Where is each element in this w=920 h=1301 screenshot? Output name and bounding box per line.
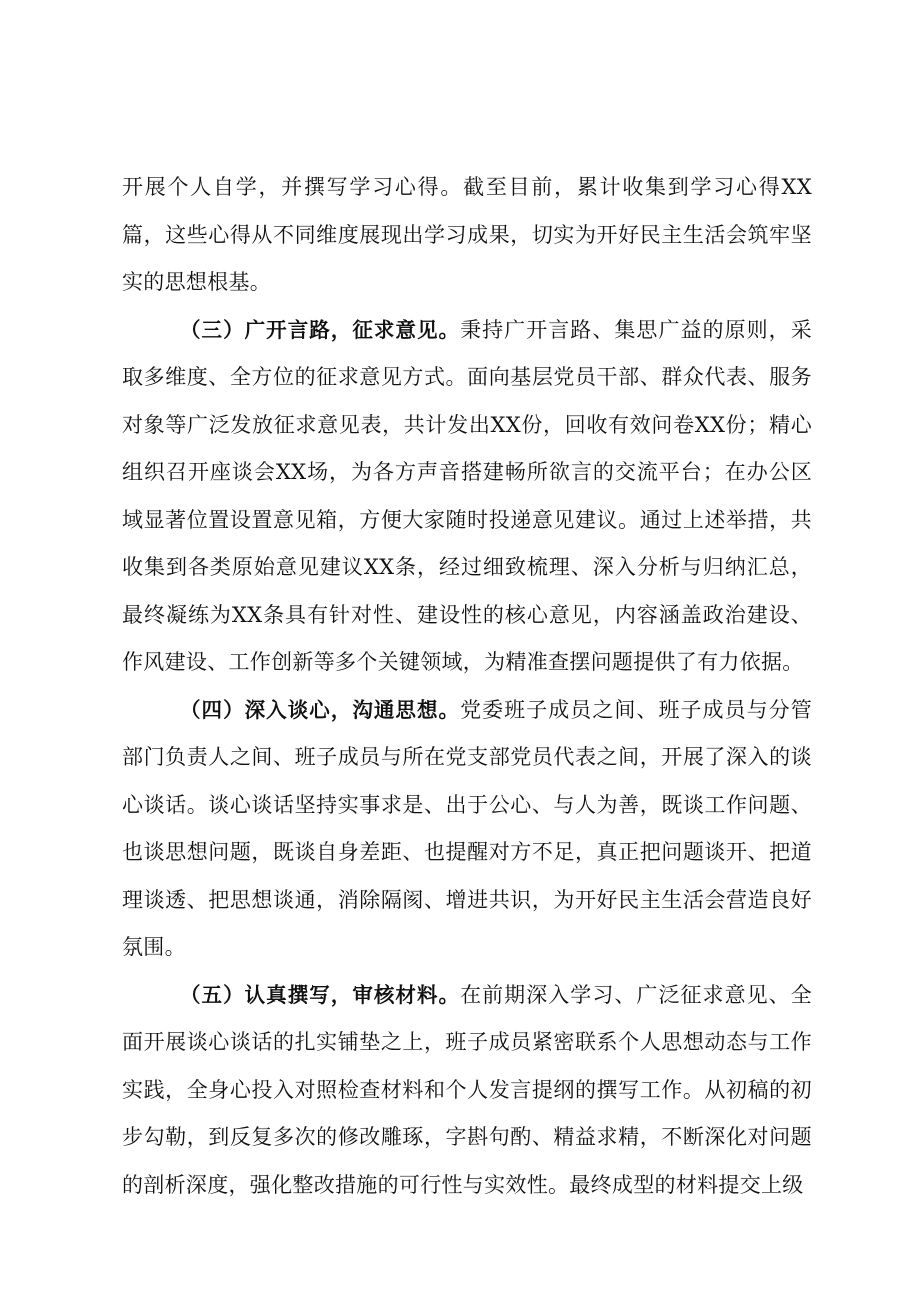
paragraph-solicit-opinions [122,307,812,687]
document-body [122,164,812,1209]
paragraph-heart-to-heart-talks [122,687,812,972]
paragraph-draft-materials [122,972,812,1210]
paragraph-self-study [122,164,812,307]
section-heading-4: （四）深入谈心，沟通思想。 [180,697,461,722]
paragraph-text: 开展个人自学，并撰写学习心得。截至目前，累计收集到学习心得XX篇，这些心得从不同维度展现出学习成果，切实为开好民主生活会筑牢坚实的思想根基。 [122,175,812,294]
section-heading-3: （三）广开言路，征求意见。 [180,317,461,342]
paragraph-text: 党委班子成员之间、班子成员与分管部门负责人之间、班子成员与所在党支部党员代表之间，开展了深入的谈心谈话。谈心谈话坚持实事求是、出于公心、与人为善，既谈工作问题、也谈思想问题，既谈自身差距、也提醒对方不足，真正把问题谈开、把道理谈透、把思想谈通，消除隔阂、增进共识，为开好民主生活会营造良好氛围。 [122,697,812,959]
paragraph-text: 在前期深入学习、广泛征求意见、全面开展谈心谈话的扎实铺垫之上，班子成员紧密联系个人思想动态与工作实践，全身心投入对照检查材料和个人发言提纲的撰写工作。从初稿的初步勾勒，到反复多次的修改雕琢，字斟句酌、精益求精，不断深化对问题的剖析深度，强化整改措施的可行性与实效性。最终成型的材料提交上级 [122,982,812,1197]
paragraph-text: 秉持广开言路、集思广益的原则，采取多维度、全方位的征求意见方式。面向基层党员干部、群众代表、服务对象等广泛发放征求意见表，共计发出XX份，回收有效问卷XX份；精心组织召开座谈会XX场，为各方声音搭建畅所欲言的交流平台；在办公区域显著位置设置意见箱，方便大家随时投递意见建议。通过上述举措，共收集到各类原始意见建议XX条，经过细致梳理、深入分析与归纳汇总，最终凝练为XX条具有针对性、建设性的核心意见，内容涵盖政治建设、作风建设、工作创新等多个关键领域，为精准查摆问题提供了有力依据。 [122,317,812,674]
section-heading-5: （五）认真撰写，审核材料。 [180,982,461,1007]
